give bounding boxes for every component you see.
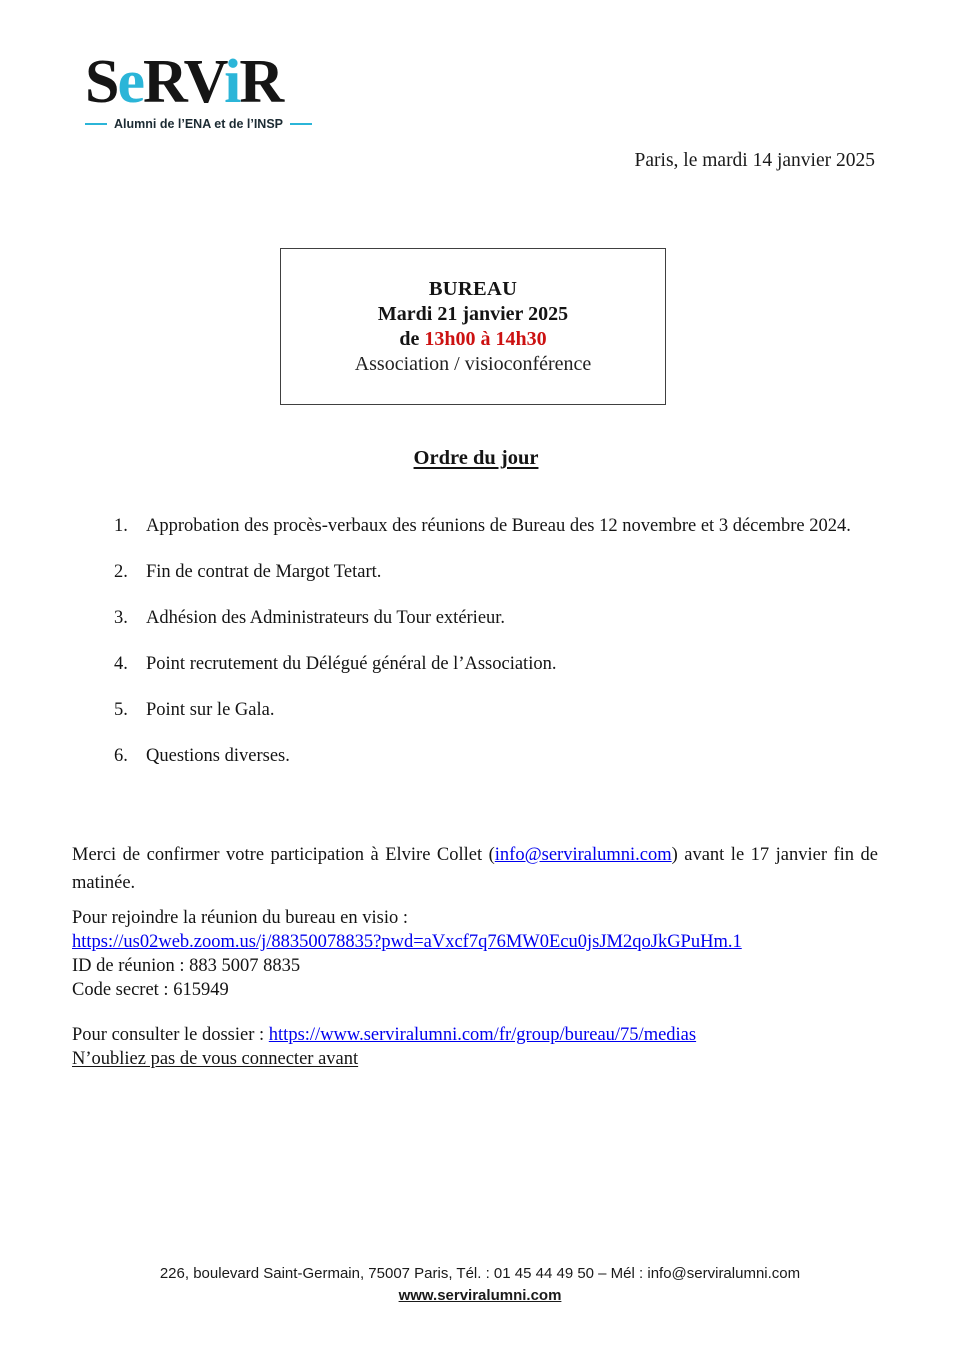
connect-reminder: N’oubliez pas de vous connecter avant	[72, 1049, 359, 1069]
agenda-item-text: Questions diverses.	[146, 746, 290, 766]
secret-code-value: 615949	[173, 980, 229, 1000]
logo-letters-rv: RV	[143, 48, 225, 116]
agenda-item-number: 3.	[114, 608, 128, 628]
footer-website-link[interactable]: www.serviralumni.com	[398, 1287, 562, 1304]
servir-logo-wordmark	[85, 50, 312, 115]
dossier-link[interactable]: https://www.serviralumni.com/fr/group/bureau/75/medias	[268, 1025, 697, 1045]
footer-address-line: 226, boulevard Saint-Germain, 75007 Paris, Tél. : 01 45 44 49 50 – Mél : info@serviralumni.com	[159, 1265, 801, 1282]
agenda-item-text: Adhésion des Administrateurs du Tour extérieur.	[146, 608, 506, 628]
meeting-time-range: 13h00 à 14h30	[424, 328, 547, 350]
logo-letter-i-accent: i	[224, 48, 240, 116]
confirmation-text-after: ) avant le 17 janvier fin de matinée.	[72, 845, 878, 893]
agenda-item	[114, 700, 904, 720]
dossier-block	[72, 1023, 878, 1071]
meeting-id-value: 883 5007 8835	[189, 956, 301, 976]
agenda-item	[114, 654, 904, 674]
agenda-item-text: Approbation des procès-verbaux des réunions de Bureau des 12 novembre et 3 décembre 2024.	[146, 516, 851, 536]
agenda-item-text: Point sur le Gala.	[146, 700, 275, 720]
logo-tagline	[85, 117, 312, 131]
meeting-location: Association / visioconférence	[354, 353, 592, 375]
agenda-item-number: 1.	[114, 516, 128, 536]
visio-block	[72, 906, 878, 1002]
agenda-item-number: 5.	[114, 700, 128, 720]
agenda-item-number: 2.	[114, 562, 128, 582]
logo-letter-e-accent: e	[117, 48, 144, 116]
agenda-list	[114, 516, 904, 792]
agenda-item-number: 6.	[114, 746, 128, 766]
logo-letter-r: R	[239, 48, 283, 116]
secret-code-label: Code secret :	[72, 980, 174, 1000]
agenda-item	[114, 562, 904, 582]
zoom-link-line	[72, 930, 878, 954]
page-footer	[0, 1263, 960, 1307]
zoom-meeting-link[interactable]: https://us02web.zoom.us/j/88350078835?pwd=aVxcf7q76MW0Ecu0jsJM2qoJkGPuHm.1	[72, 932, 742, 952]
agenda-item-text: Fin de contrat de Margot Tetart.	[146, 562, 382, 582]
dossier-text-before: Pour consulter le dossier :	[72, 1025, 269, 1045]
tagline-rule-left	[85, 123, 107, 125]
email-link[interactable]: info@serviralumni.com	[494, 845, 672, 865]
dossier-line	[72, 1023, 878, 1047]
meeting-title: BUREAU	[428, 278, 518, 300]
visio-intro-line: Pour rejoindre la réunion du bureau en visio :	[72, 908, 408, 928]
logo-letter-s: S	[85, 48, 118, 116]
meeting-date: Mardi 21 janvier 2025	[377, 303, 569, 325]
confirmation-text-before: Merci de confirmer votre participation à Elvire Collet (	[72, 845, 495, 865]
meeting-id-line	[72, 954, 878, 978]
agenda-item-text: Point recrutement du Délégué général de l’Association.	[146, 654, 557, 674]
meeting-id-label: ID de réunion :	[72, 956, 190, 976]
confirmation-paragraph	[72, 841, 878, 897]
servir-logo	[85, 50, 312, 131]
meeting-time-prefix: de	[399, 328, 425, 350]
agenda-item-number: 4.	[114, 654, 128, 674]
secret-code-line	[72, 978, 878, 1002]
meeting-info-box	[280, 248, 666, 405]
agenda-item	[114, 516, 904, 536]
logo-tagline-text: Alumni de l’ENA et de l’INSP	[114, 117, 284, 132]
meeting-time	[281, 327, 665, 352]
tagline-rule-right	[290, 123, 312, 125]
letter-date-line: Paris, le mardi 14 janvier 2025	[634, 150, 875, 171]
agenda-heading: Ordre du jour	[413, 447, 539, 469]
agenda-item	[114, 746, 904, 766]
agenda-item	[114, 608, 904, 628]
